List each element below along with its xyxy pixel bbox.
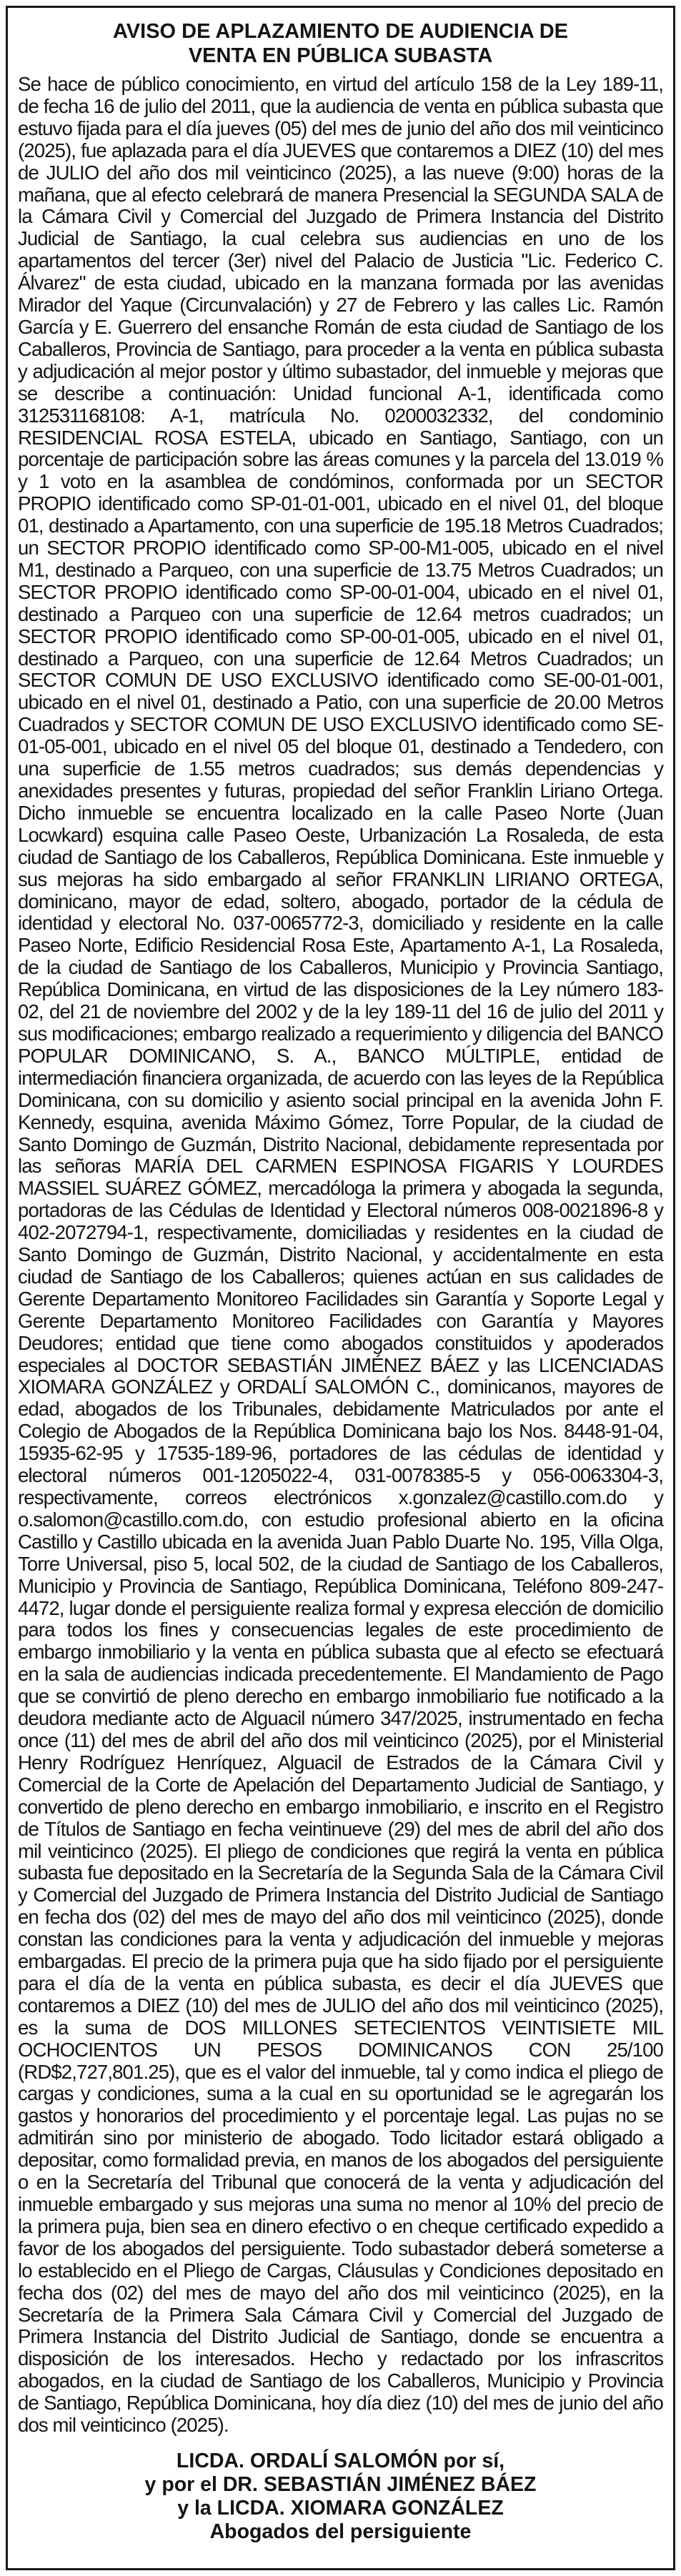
legal-notice-frame xyxy=(6,6,675,2570)
notice-title-line-2: VENTA EN PÚBLICA SUBASTA xyxy=(188,44,493,67)
legal-notice-content xyxy=(18,19,663,2544)
signature-line-1: LICDA. ORDALÍ SALOMÓN por sí, xyxy=(176,2449,505,2472)
signature-line-3: y la LICDA. XIOMARA GONZÁLEZ xyxy=(177,2496,504,2520)
signature-block xyxy=(18,2450,663,2544)
notice-title xyxy=(18,19,663,68)
signature-line-4: Abogados del persiguiente xyxy=(209,2520,472,2543)
notice-title-line-1: AVISO DE APLAZAMIENTO DE AUDIENCIA DE xyxy=(113,20,568,43)
notice-body: Se hace de público conocimiento, en virtud del artículo 158 de la Ley 189-11, de fecha 16 de julio del 2011, que la audiencia de venta en pública subasta que estuvo fijada para el día jueves (05) del mes de junio del año dos mil veinticinco (2025), fue aplazada para el día JUEVES que contaremos a DIEZ (10) del mes de JULIO del año dos mil veinticinco (2025), a las nueve (9:00) horas de la mañana, que al efecto celebrará de manera Presencial la SEGUNDA SALA de la Cámara Civil y Comercial del Juzgado de Primera Instancia del Distrito Judicial de Santiago, la cual celebra sus audiencias en uno de los apartamentos del tercer (3er) nivel del Palacio de Justicia "Lic. Federico C. Álvarez" de esta ciudad, ubicado en la manzana formada por las avenidas Mirador del Yaque (Circunvalación) y 27 de Febrero y las calles Lic. Ramón García y E. Guerrero del ensanche Román de esta ciudad de Santiago de los Caballeros, Provincia de Santiago, para proceder a la venta en pública subasta y adjudicación al mejor postor y último subastador, del inmueble y mejoras que se describe a continuación: Unidad funcional A-1, identificada como 312531168108: A-1, matrícula No. 0200032332, del condominio RESIDENCIAL ROSA ESTELA, ubicado en Santiago, Santiago, con un porcentaje de participación sobre las áreas comunes y la parcela del 13.019 % y 1 voto en la asamblea de condóminos, conformada por un SECTOR PROPIO identificado como SP-01-01-001, ubicado en el nivel 01, del bloque 01, destinado a Apartamento, con una superficie de 195.18 Metros Cuadrados; un SECTOR PROPIO identificado como SP-00-M1-005, ubicado en el nivel M1, destinado a Parqueo, con una superficie de 13.75 Metros Cuadrados; un SECTOR PROPIO identificado como SP-00-01-004, ubicado en el nivel 01, destinado a Parqueo con una superficie de 12.64 metros cuadrados; un SECTOR PROPIO identificado como SP-00-01-005, ubicado en el nivel 01, destinado a Parqueo, con una superficie de 12.64 Metros Cuadrados; un SECTOR COMUN DE USO EXCLUSIVO identificado como SE-00-01-001, ubicado en el nivel 01, destinado a Patio, con una superficie de 20.00 Metros Cuadrados y SECTOR COMUN DE USO EXCLUSIVO identificado como SE-01-05-001, ubicado en el nivel 05 del bloque 01, destinado a Tendedero, con una superficie de 1.55 metros cuadrados; sus demás dependencias y anexidades presentes y futuras, propiedad del señor Franklin Liriano Ortega. Dicho inmueble se encuentra localizado en la calle Paseo Norte (Juan Locwkard) esquina calle Paseo Oeste, Urbanización La Rosaleda, de esta ciudad de Santiago de los Caballeros, República Dominicana. Este inmueble y sus mejoras ha sido embargado al señor FRANKLIN LIRIANO ORTEGA, dominicano, mayor de edad, soltero, abogado, portador de la cédula de identidad y electoral No. 037-0065772-3, domiciliado y residente en la calle Paseo Norte, Edificio Residencial Rosa Este, Apartamento A-1, La Rosaleda, de la ciudad de Santiago de los Caballeros, Municipio y Provincia Santiago, República Dominicana, en virtud de las disposiciones de la Ley número 183-02, del 21 de noviembre del 2002 y de la ley 189-11 del 16 de julio del 2011 y sus modificaciones; embargo realizado a requerimiento y diligencia del BANCO POPULAR DOMINICANO, S. A., BANCO MÚLTIPLE, entidad de intermediación financiera organizada, de acuerdo con las leyes de la República Dominicana, con su domicilio y asiento social principal en la avenida John F. Kennedy, esquina, avenida Máximo Gómez, Torre Popular, de la ciudad de Santo Domingo de Guzmán, Distrito Nacional, debidamente representada por las señoras MARÍA DEL CARMEN ESPINOSA FIGARIS Y LOURDES MASSIEL SUÁREZ GÓMEZ, mercadóloga la primera y abogada la segunda, portadoras de las Cédulas de Identidad y Electoral números 008-0021896-8 y 402-2072794-1, respectivamente, domiciliadas y residentes en la ciudad de Santo Domingo de Guzmán, Distrito Nacional, y accidentalmente en esta ciudad de Santiago de los Caballeros; quienes actúan en sus calidades de Gerente Departamento Monitoreo Facilidades sin Garantía y Soporte Legal y Gerente Departamento Monitoreo Facilidades con Garantía y Mayores Deudores; entidad que tiene como abogados constituidos y apoderados especiales al DOCTOR SEBASTIÁN JIMÉNEZ BÁEZ y las LICENCIADAS XIOMARA GONZÁLEZ y ORDALÍ SALOMÓN C., dominicanos, mayores de edad, abogados de los Tribunales, debidamente Matriculados por ante el Colegio de Abogados de la República Dominicana bajo los Nos. 8448-91-04, 15935-62-95 y 17535-189-96, portadores de las cédulas de identidad y electoral números 001-1205022-4, 031-0078385-5 y 056-0063304-3, respectivamente, correos electrónicos x.gonzalez@castillo.com.do y o.salomon@castillo.com.do, con estudio profesional abierto en la oficina Castillo y Castillo ubicada en la avenida Juan Pablo Duarte No. 195, Villa Olga, Torre Universal, piso 5, local 502, de la ciudad de Santiago de los Caballeros, Municipio y Provincia de Santiago, República Dominicana, Teléfono 809-247-4472, lugar donde el persiguiente realiza formal y expresa elección de domicilio para todos los fines y consecuencias legales de este procedimiento de embargo inmobiliario y la venta en pública subasta que al efecto se efectuará en la sala de audiencias indicada precedentemente. El Mandamiento de Pago que se convirtió de pleno derecho en embargo inmobiliario fue notificado a la deudora mediante acto de Alguacil número 347/2025, instrumentado en fecha once (11) del mes de abril del año dos mil veinticinco (2025), por el Ministerial Henry Rodríguez Henríquez, Alguacil de Estrados de la Cámara Civil y Comercial de la Corte de Apelación del Departamento Judicial de Santiago, y convertido de pleno derecho en embargo inmobiliario, e inscrito en el Registro de Títulos de Santiago en fecha veintinueve (29) del mes de abril del año dos mil veinticinco (2025). El pliego de condiciones que regirá la venta en pública subasta fue depositado en la Secretaría de la Segunda Sala de la Cámara Civil y Comercial del Juzgado de Primera Instancia del Distrito Judicial de Santiago en fecha dos (02) del mes de mayo del año dos mil veinticinco (2025), donde constan las condiciones para la venta y adjudicación del inmueble y mejoras embargadas. El precio de la primera puja que ha sido fijado por el persiguiente para el día de la venta en pública subasta, es decir el día JUEVES que contaremos a DIEZ (10) del mes de JULIO del año dos mil veinticinco (2025), es la suma de DOS MILLONES SETECIENTOS VEINTISIETE MIL OCHOCIENTOS UN PESOS DOMINICANOS CON 25/100 (RD$2,727,801.25), que es el valor del inmueble, tal y como indica el pliego de cargas y condiciones, suma a la cual en su oportunidad se le agregarán los gastos y honorarios del procedimiento y el porcentaje legal. Las pujas no se admitirán sino por ministerio de abogado. Todo licitador estará obligado a depositar, como formalidad previa, en manos de los abogados del persiguiente o en la Secretaría del Tribunal que conocerá de la venta y adjudicación del inmueble embargado y sus mejoras una suma no menor al 10% del precio de la primera puja, bien sea en dinero efectivo o en cheque certificado expedido a favor de los abogados del persiguiente. Todo subastador deberá someterse a lo establecido en el Pliego de Cargas, Cláusulas y Condiciones depositado en fecha dos (02) del mes de mayo del año dos mil veinticinco (2025), en la Secretaría de la Primera Sala Cámara Civil y Comercial del Juzgado de Primera Instancia del Distrito Judicial de Santiago, donde se encuentra a disposición de los interesados. Hecho y redactado por los infrascritos abogados, en la ciudad de Santiago de los Caballeros, Municipio y Provincia de Santiago, República Dominicana, hoy día diez (10) del mes de junio del año dos mil veinticinco (2025). xyxy=(18,73,663,2437)
signature-line-2: y por el DR. SEBASTIÁN JIMÉNEZ BÁEZ xyxy=(144,2472,537,2496)
